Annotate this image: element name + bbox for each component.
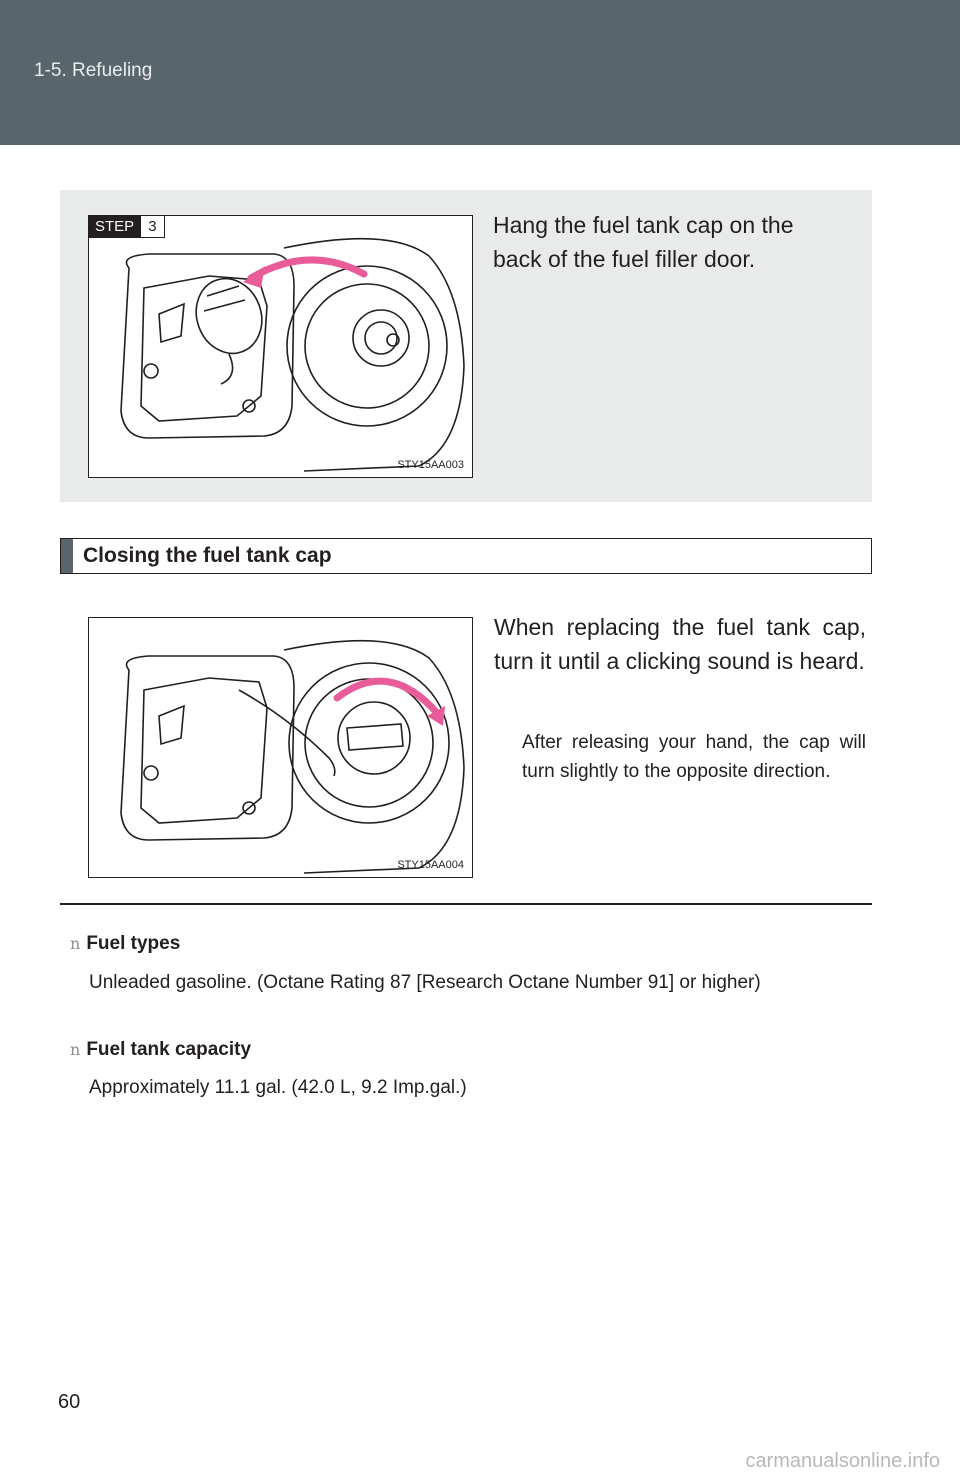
step-badge [89, 216, 165, 238]
section-heading-bar [60, 538, 872, 574]
step-label: STEP [89, 216, 140, 238]
bullet-icon: n [70, 1040, 81, 1059]
info-body: Approximately 11.1 gal. (42.0 L, 9.2 Imp.gal.) [89, 1077, 467, 1098]
info-fuel-capacity [70, 1036, 860, 1102]
divider [60, 903, 872, 905]
step-instruction: Hang the fuel tank cap on the back of the fuel filler door. [493, 212, 794, 272]
watermark-site: carmanualsonline.info [745, 1450, 940, 1472]
info-heading: Fuel types [86, 933, 181, 954]
info-heading: Fuel tank capacity [86, 1039, 252, 1060]
section-title: Closing the fuel tank cap [83, 544, 332, 567]
chapter-title: 1-5. Refueling [34, 60, 153, 81]
closing-instruction: When replacing the fuel tank cap, turn it until a clicking sound is heard. [494, 614, 866, 674]
figure-id: STY15AA003 [397, 459, 464, 471]
section-accent [61, 539, 73, 573]
fuel-door-open-cap-hung-drawing [89, 216, 473, 478]
page-header [0, 0, 960, 145]
info-body: Unleaded gasoline. (Octane Rating 87 [Research Octane Number 91] or higher) [89, 972, 761, 993]
step-illustration [88, 215, 473, 478]
bullet-icon: n [70, 934, 81, 953]
info-fuel-types [70, 930, 860, 997]
closing-illustration [88, 617, 473, 878]
step-number: 3 [140, 216, 164, 238]
page-number: 60 [58, 1391, 81, 1413]
fuel-cap-closing-drawing [89, 618, 473, 878]
figure-id: STY15AA004 [397, 859, 464, 871]
closing-note: After releasing your hand, the cap will turn slightly to the opposite direction. [522, 732, 866, 782]
